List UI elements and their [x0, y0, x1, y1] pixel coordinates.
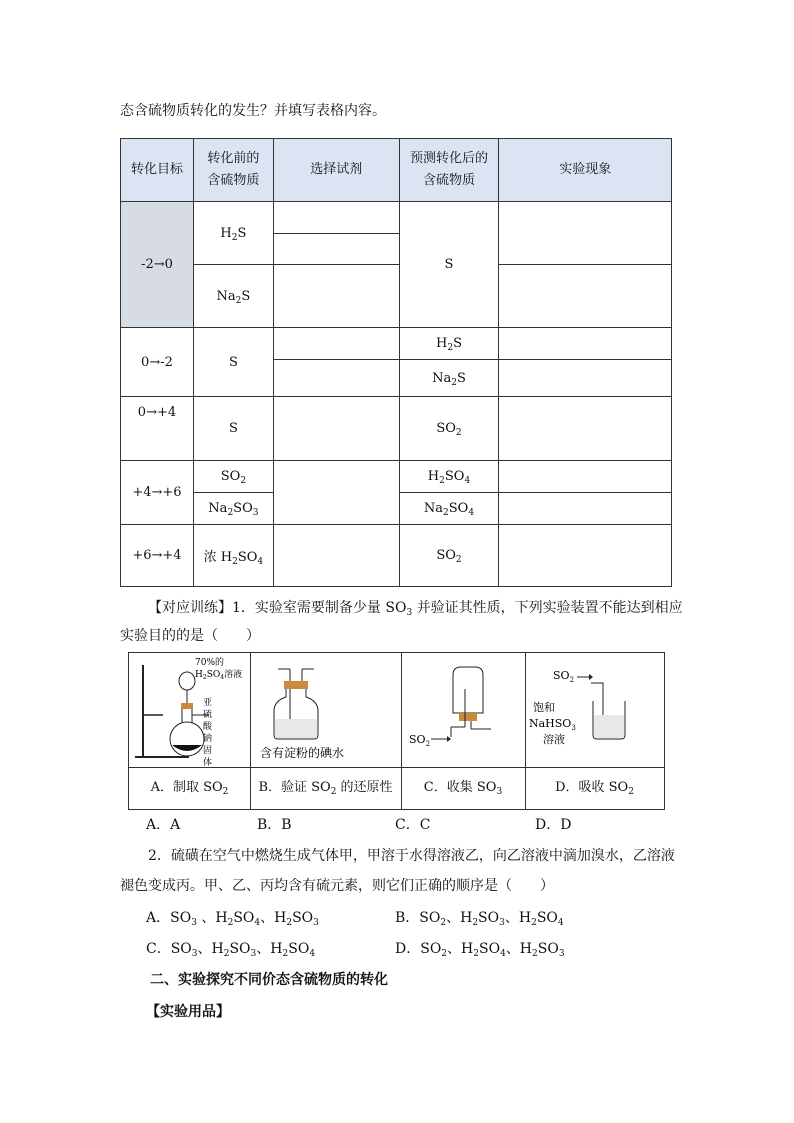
q2-option-b[interactable]: B．$SO_2$、$H_2SO_3$、$H_2SO_4$	[395, 910, 564, 928]
table-row	[121, 397, 672, 461]
reagent-cell[interactable]	[273, 360, 399, 397]
apparatus-cell-b[interactable]	[250, 653, 402, 809]
section-2-title: 二、实验探究不同价态含硫物质的转化	[150, 972, 388, 988]
solution-label: 溶液	[543, 733, 565, 746]
phenomenon-cell[interactable]	[499, 360, 672, 397]
header-reagent: 选择试剂	[273, 139, 399, 202]
absorption-beaker-icon	[525, 653, 664, 767]
target-cell: -2→0	[121, 202, 194, 328]
reagent-cell[interactable]	[273, 234, 399, 265]
table-row	[121, 525, 672, 587]
before-cell: $Na_2SO_3$	[193, 493, 273, 525]
before-cell: $Na_2S$	[193, 265, 273, 328]
apparatus-figure	[128, 652, 665, 810]
svg-text:固: 固	[203, 746, 213, 756]
table-row	[121, 328, 672, 360]
target-cell: 0→+4	[121, 397, 194, 461]
nahso3-label: NaHSO$_3$	[529, 717, 576, 732]
table-row	[121, 461, 672, 493]
saturated-label: 饱和	[533, 701, 555, 714]
svg-text:体: 体	[203, 758, 213, 767]
svg-text:酸: 酸	[203, 722, 213, 732]
divider	[129, 767, 664, 768]
caption-c: C．收集 $SO_3$	[423, 780, 503, 797]
supplies-title: 【实验用品】	[146, 1004, 230, 1020]
header-target: 转化目标	[121, 139, 194, 202]
option-d[interactable]: D．D	[535, 817, 572, 833]
before-cell: S	[193, 397, 273, 461]
phenomenon-cell[interactable]	[499, 202, 672, 265]
reagent-label: $H_2SO_4$溶液	[195, 670, 243, 681]
after-cell: $Na_2SO_4$	[399, 493, 499, 525]
apparatus-cell-a[interactable]	[129, 653, 251, 809]
reagent-cell[interactable]	[273, 202, 399, 234]
reagent-cell[interactable]	[273, 525, 399, 587]
sulfur-conversion-table	[120, 138, 672, 587]
question-2-line2: 褪色变成丙。甲、乙、丙均含有硫元素，则它们正确的顺序是（ ）	[120, 878, 554, 894]
apparatus-cell-c[interactable]	[401, 653, 526, 809]
so2-label: $SO_2$	[553, 669, 575, 684]
after-cell: $SO_2$	[399, 397, 499, 461]
target-cell: 0→-2	[121, 328, 194, 397]
after-cell: $Na_2S$	[399, 360, 499, 397]
apparatus-cell-d[interactable]	[525, 653, 665, 809]
q2-option-a[interactable]: A．$SO_3$ 、$H_2SO_4$、$H_2SO_3$	[146, 910, 319, 928]
q2-option-c[interactable]: C．$SO_3$、$H_2SO_3$、$H_2SO_4$	[146, 941, 316, 959]
phenomenon-cell[interactable]	[499, 265, 672, 328]
gas-collection-icon	[401, 653, 525, 767]
reagent-label: 70%的	[195, 658, 225, 668]
after-cell: S	[399, 202, 499, 328]
phenomenon-cell[interactable]	[499, 461, 672, 493]
after-cell: $H_2SO_4$	[399, 461, 499, 493]
solid-label: 亚	[203, 698, 213, 708]
reagent-cell[interactable]	[273, 461, 399, 525]
before-cell: $SO_2$	[193, 461, 273, 493]
option-b[interactable]: B．B	[257, 817, 292, 833]
table-row	[121, 202, 672, 234]
reagent-cell[interactable]	[273, 397, 399, 461]
table-header-row	[121, 139, 672, 202]
header-phenomenon: 实验现象	[499, 139, 672, 202]
svg-text:钠: 钠	[203, 734, 213, 744]
phenomenon-cell[interactable]	[499, 397, 672, 461]
option-c[interactable]: C．C	[395, 817, 431, 833]
caption-b: B．验证 $SO_2$ 的还原性	[258, 780, 393, 797]
before-cell: S	[193, 328, 273, 397]
before-cell: $H_2S$	[193, 202, 273, 265]
gas-washing-bottle-icon	[250, 653, 401, 767]
target-cell: +6→+4	[121, 525, 194, 587]
before-cell: 浓 $H_2SO_4$	[193, 525, 273, 587]
after-cell: $H_2S$	[399, 328, 499, 360]
after-cell: $SO_2$	[399, 525, 499, 587]
q2-option-d[interactable]: D．$SO_2$、$H_2SO_4$、$H_2SO_3$	[395, 941, 565, 959]
reagent-cell[interactable]	[273, 328, 399, 360]
reagent-cell[interactable]	[273, 265, 399, 328]
header-after: 预测转化后的 含硫物质	[399, 139, 499, 202]
header-before: 转化前的 含硫物质	[193, 139, 273, 202]
option-a[interactable]: A．A	[146, 817, 181, 833]
table-row	[121, 265, 672, 297]
flask-apparatus-icon	[129, 653, 250, 767]
caption-d: D．吸收 $SO_2$	[555, 780, 634, 797]
svg-text:硫: 硫	[203, 710, 213, 720]
question-2-line1: 2．硫磺在空气中燃烧生成气体甲，甲溶于水得溶液乙，向乙溶液中滴加溴水，乙溶液	[148, 848, 675, 864]
intro-text: 态含硫物质转化的发生？并填写表格内容。	[120, 103, 386, 119]
phenomenon-cell[interactable]	[499, 525, 672, 587]
caption-a: A．制取 $SO_2$	[150, 780, 229, 797]
question-1-line2: 实验目的的是（ ）	[120, 628, 260, 644]
so2-label: $SO_2$	[409, 733, 431, 748]
phenomenon-cell[interactable]	[499, 328, 672, 360]
question-1-line1: 【对应训练】1．实验室需要制备少量 $SO_3$ 并验证其性质，下列实验装置不能达到相应	[148, 600, 683, 618]
phenomenon-cell[interactable]	[499, 493, 672, 525]
target-cell: +4→+6	[121, 461, 194, 525]
iodine-water-label: 含有淀粉的碘水	[260, 746, 345, 760]
